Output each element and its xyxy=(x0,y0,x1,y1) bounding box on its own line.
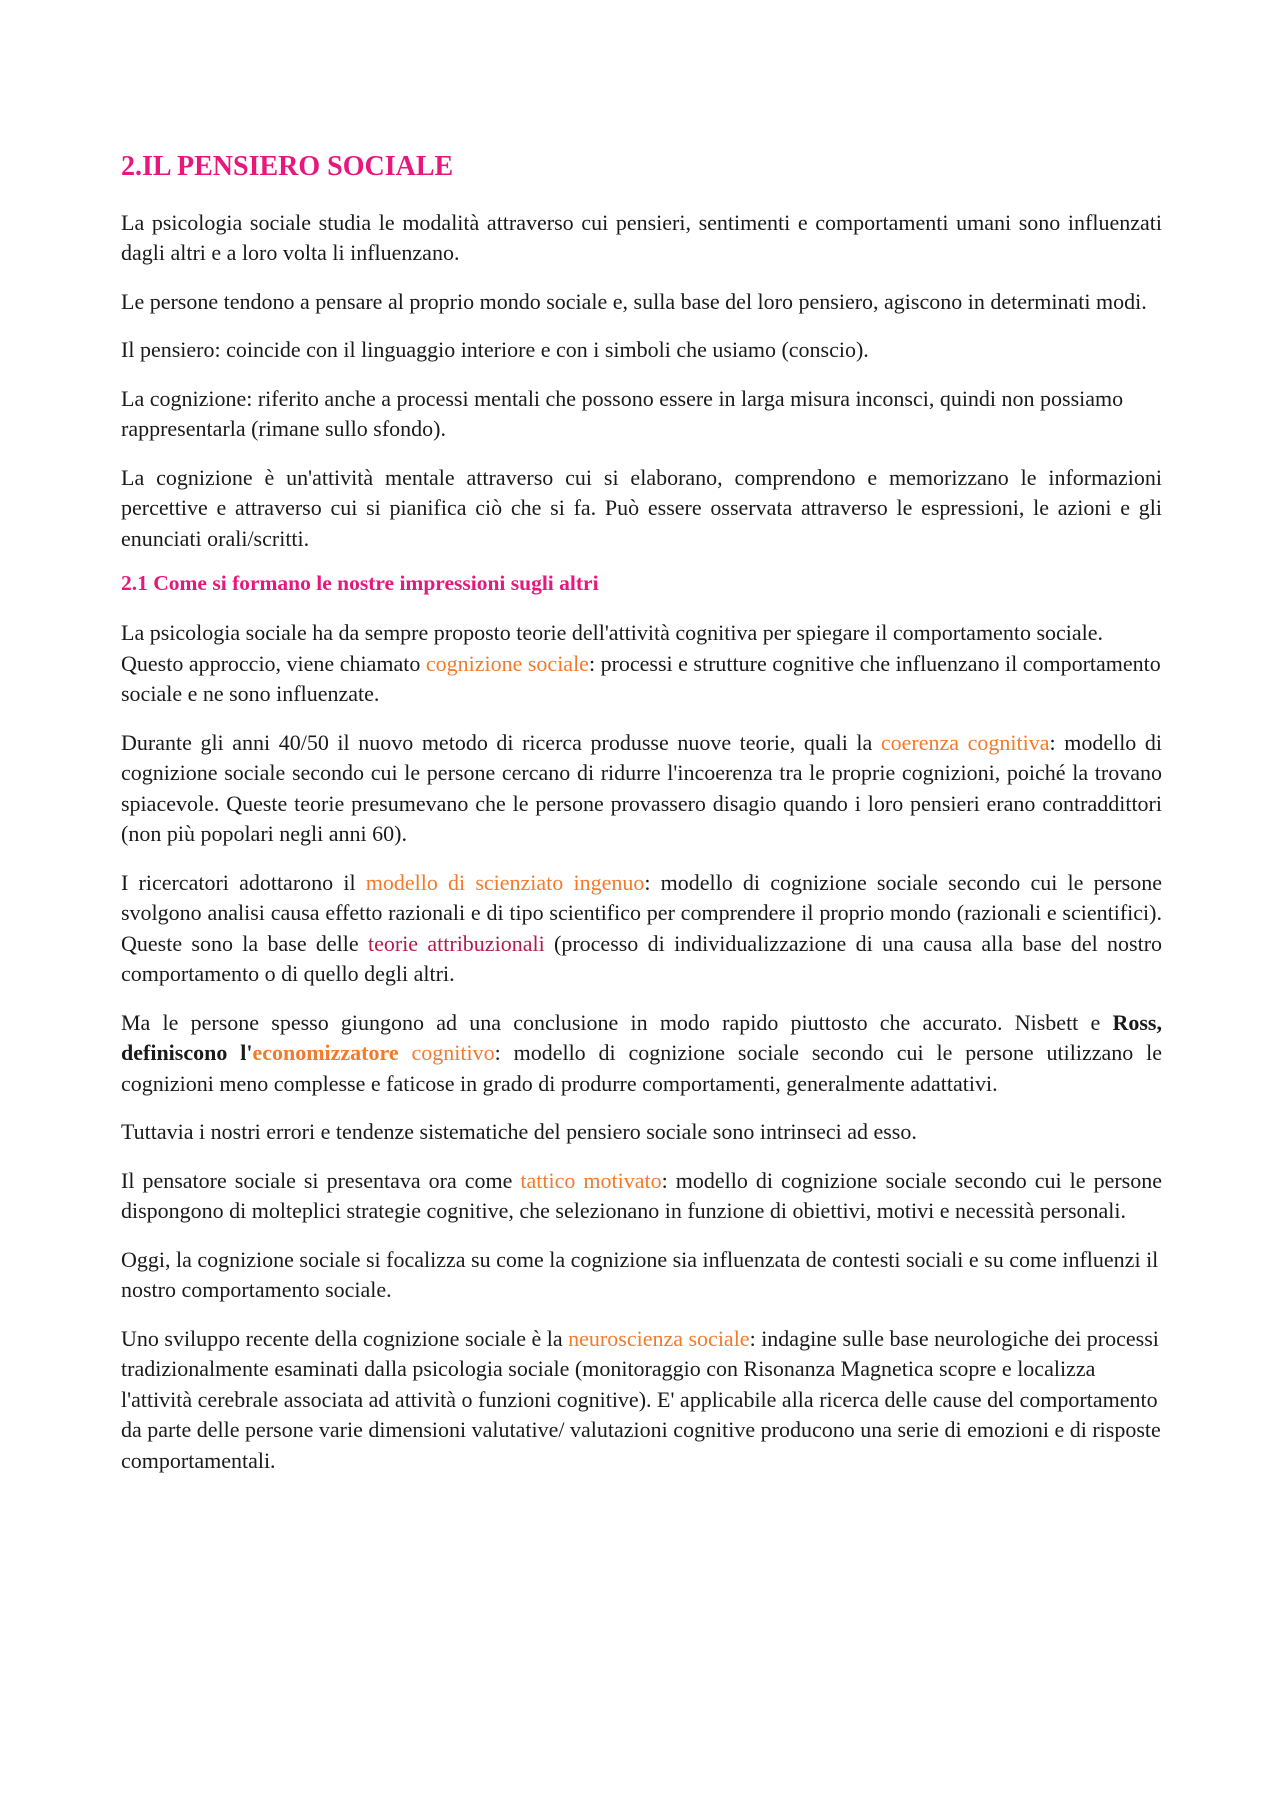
highlighted-term: modello di scienziato ingenuo xyxy=(365,869,645,895)
text-run: Uno sviluppo recente della cognizione sociale è la xyxy=(121,1325,569,1351)
highlighted-term: neuroscienza sociale xyxy=(568,1325,750,1351)
highlighted-term: cognitivo xyxy=(398,1040,495,1066)
paragraph-7 xyxy=(121,728,1162,850)
text-run: : modello di cognizione sociale secondo cui le persone cercano di ridurre l'incoerenza tra le proprie cognizioni, poiché la trovano spiacevole. Queste teorie presumevano che le persone provassero disagio quando i loro pensieri erano contraddittori (non più popolari negli anni 60). xyxy=(121,729,1163,847)
text-run: I ricercatori adottarono il xyxy=(121,869,366,895)
paragraph-9 xyxy=(121,1008,1162,1100)
text-run: : modello di cognizione sociale secondo cui le persone dispongono di molteplici strategie cognitive, che selezionano in funzione di obiettivi, motivi e necessità personali. xyxy=(121,1167,1162,1224)
text-run: : indagine sulle base neurologiche dei processi tradizionalmente esaminati dalla psicologia sociale (monitoraggio con Risonanza Magnetica scopre e localizza l'attività cerebrale associata ad attività o funzioni cognitive). E' applicabile alla ricerca delle cause del comportamento da parte delle persone varie dimensioni valutative/ valutazioni cognitive producono una serie di emozioni e di risposte comportamentali. xyxy=(121,1325,1161,1473)
text-run: Ma le persone spesso giungono ad una conclusione in modo rapido piuttosto che accurato. Nisbett e xyxy=(121,1009,1113,1035)
paragraph-6 xyxy=(121,618,1162,710)
text-run: : modello di cognizione sociale secondo cui le persone utilizzano le cognizioni meno complesse e faticose in grado di produrre comportamenti, generalmente adattativi. xyxy=(121,1040,1162,1096)
paragraph-13 xyxy=(121,1324,1162,1477)
highlighted-term: cognizione sociale xyxy=(425,650,589,676)
paragraph-11 xyxy=(121,1166,1162,1227)
paragraph-4: La cognizione: riferito anche a processi mentali che possono essere in larga misura inconsci, quindi non possiamo rappresentarla (rimane sullo sfondo). xyxy=(121,385,1124,442)
bold-text: Ross, definiscono l' xyxy=(121,1009,1162,1066)
text-run: Il pensatore sociale si presentava ora come xyxy=(121,1167,521,1193)
text-run: (processo di individualizzazione di una causa alla base del nostro comportamento o di quello degli altri. xyxy=(121,930,1163,987)
text-run: : modello di cognizione sociale secondo cui le persone svolgono analisi causa effetto razionali e di tipo scientifico per comprendere il proprio mondo (razionali e scientifici). Queste sono la base delle xyxy=(121,869,1162,956)
highlighted-term: teorie attribuzionali xyxy=(367,930,545,956)
section-title: 2.1 Come si formano le nostre impressioni sugli altri xyxy=(121,571,599,596)
paragraph-8 xyxy=(121,868,1162,990)
paragraph-12: Oggi, la cognizione sociale si focalizza su come la cognizione sia influenzata de contesti sociali e su come influenzi il nostro comportamento sociale. xyxy=(121,1246,1159,1303)
paragraph-2: Le persone tendono a pensare al proprio mondo sociale e, sulla base del loro pensiero, agiscono in determinati modi. xyxy=(121,288,1147,314)
text-run: : processi e strutture cognitive che influenzano il comportamento sociale e ne sono influenzate. xyxy=(121,650,1161,707)
paragraph-5: La cognizione è un'attività mentale attraverso cui si elaborano, comprendono e memorizzano le informazioni percettive e attraverso cui si pianifica ciò che si fa. Può essere osservata attraverso le espressioni, le azioni e gli enunciati orali/scritti. xyxy=(121,464,1162,551)
paragraph-1: La psicologia sociale studia le modalità attraverso cui pensieri, sentimenti e comportamenti umani sono influenzati dagli altri e a loro volta li influenzano. xyxy=(121,209,1162,266)
highlighted-term: tattico motivato xyxy=(520,1167,662,1193)
page-title: 2.IL PENSIERO SOCIALE xyxy=(121,151,454,182)
highlighted-term: economizzatore xyxy=(252,1040,399,1066)
highlighted-term: coerenza cognitiva xyxy=(880,729,1050,755)
text-run: La psicologia sociale ha da sempre proposto teorie dell'attività cognitiva per spiegare il comportamento sociale. Questo approccio, viene chiamato xyxy=(121,620,1104,676)
paragraph-10: Tuttavia i nostri errori e tendenze sistematiche del pensiero sociale sono intrinseci ad esso. xyxy=(121,1119,917,1145)
paragraph-3: Il pensiero: coincide con il linguaggio interiore e con i simboli che usiamo (conscio). xyxy=(121,337,869,363)
text-run: Durante gli anni 40/50 il nuovo metodo di ricerca produsse nuove teorie, quali la xyxy=(121,729,881,755)
